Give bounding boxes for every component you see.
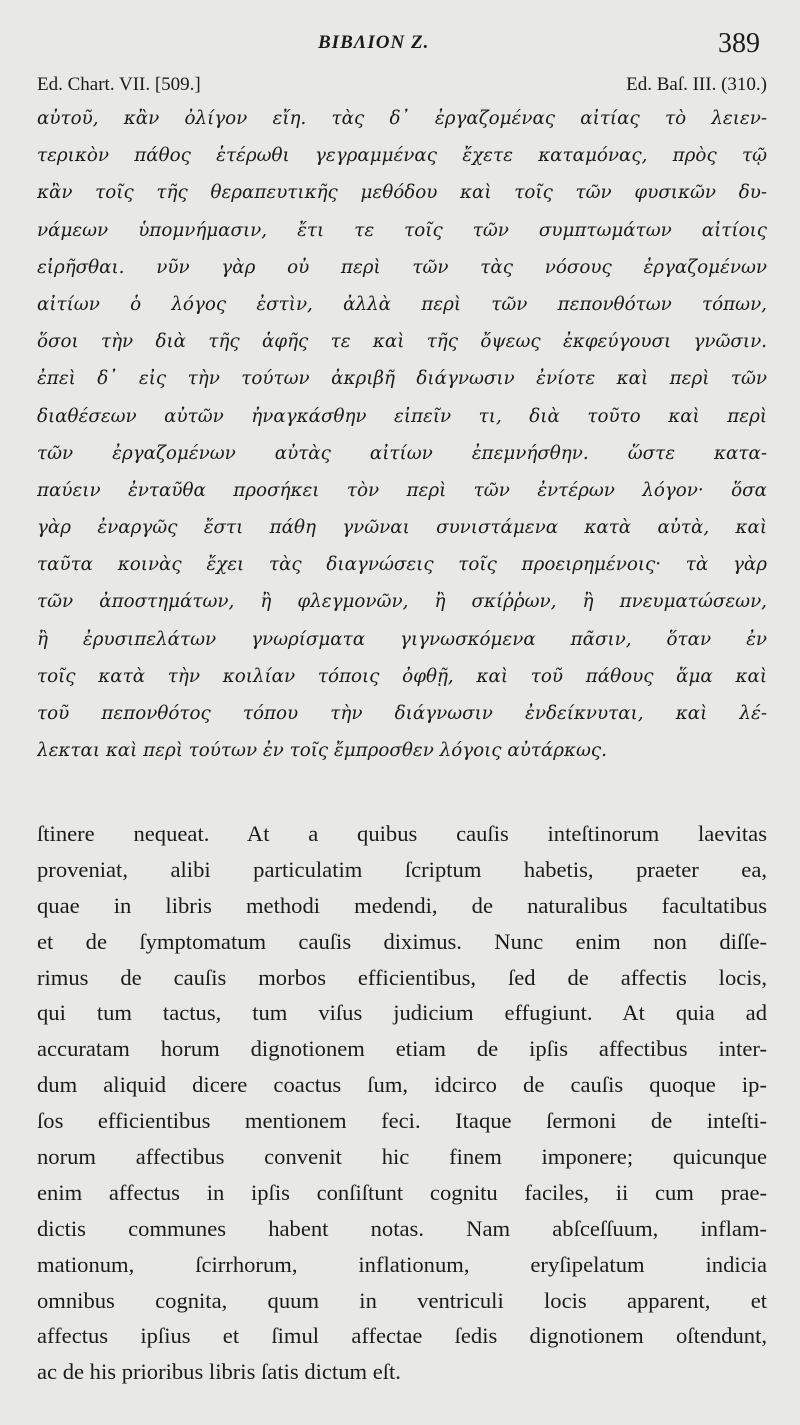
latin-text-line: qui tum tactus, tum viſus judicium effugiunt. At quia ad <box>37 1000 767 1026</box>
greek-text-line: εἰρῆσθαι. νῦν γὰρ οὐ περὶ τῶν τὰς νόσους ἐργαζομένων <box>37 256 767 278</box>
running-head <box>0 30 800 64</box>
greek-text-line: αἰτίων ὁ λόγος ἐστὶν, ἀλλὰ περὶ τῶν πεπονθότων τόπων, <box>37 293 767 315</box>
latin-text-line: mationum, ſcirrhorum, inflationum, eryſipelatum indicia <box>37 1251 767 1277</box>
greek-text-line: λεκται καὶ περὶ τούτων ἐν τοῖς ἔμπροσθεν λόγοις αὐτάρκως. <box>37 740 607 762</box>
greek-text-line: αὐτοῦ, κἂν ὀλίγον εἴη. τὰς δ᾽ ἐργαζομένας αἰτίας τὸ λειεν- <box>37 108 767 129</box>
latin-text-line: enim affectus in ipſis conſiſtunt cognitu faciles, ii cum prae- <box>37 1179 767 1205</box>
greek-text-line: τῶν ἐργαζομένων αὐτὰς αἰτίων ἐπεμνήσθην. ὥστε κατα- <box>37 442 767 464</box>
edition-reference-line <box>37 74 767 100</box>
book-title: BIBΛΙΟΝ Ζ. <box>318 32 430 53</box>
greek-text-line: ἐπεὶ δ᾽ εἰς τὴν τούτων ἀκριβῆ διάγνωσιν ἐνίοτε καὶ περὶ τῶν <box>37 368 767 390</box>
edition-reference-chartier: Ed. Chart. VII. [509.] <box>37 74 201 95</box>
greek-text-line: τῶν ἀποστημάτων, ἢ φλεγμονῶν, ἢ σκίῤῥων, ἢ πνευματώσεων, <box>37 591 767 613</box>
latin-text-block <box>37 816 767 1390</box>
latin-text-line: ſtinere nequeat. At a quibus cauſis inteſtinorum laevitas <box>37 821 767 846</box>
latin-text-line: quae in libris methodi medendi, de naturalibus facultatibus <box>37 892 767 918</box>
latin-text-line: affectus ipſius et ſimul affectae ſedis dignotionem oſtendunt, <box>37 1323 767 1349</box>
greek-text-line: ἢ ἐρυσιπελάτων γνωρίσματα γιγνωσκόμενα πᾶσιν, ὅταν ἐν <box>37 628 767 650</box>
edition-reference-basel: Ed. Baſ. III. (310.) <box>626 74 767 95</box>
greek-text-line: ταῦτα κοινὰς ἔχει τὰς διαγνώσεις τοῖς προειρημένοις· τὰ γὰρ <box>37 554 767 576</box>
latin-text-line: dum aliquid dicere coactus ſum, idcirco de cauſis quoque ip- <box>37 1072 767 1098</box>
greek-text-line: τερικὸν πάθος ἑτέρωθι γεγραμμένας ἔχετε καταμόνας, πρὸς τῷ <box>37 145 767 167</box>
latin-text-line: dictis communes habent notas. Nam abſceſſuum, inflam- <box>37 1215 767 1241</box>
greek-text-line: παύειν ἐνταῦθα προσήκει τὸν περὶ τῶν ἐντέρων λόγον· ὅσα <box>37 479 767 501</box>
latin-text-line: et de ſymptomatum cauſis diximus. Nunc enim non diſſe- <box>37 928 767 954</box>
latin-text-line: omnibus cognita, quum in ventriculi locis apparent, et <box>37 1287 767 1313</box>
greek-text-line: διαθέσεων αὐτῶν ἠναγκάσθην εἰπεῖν τι, διὰ τοῦτο καὶ περὶ <box>37 405 767 427</box>
latin-text-line: proveniat, alibi particulatim ſcriptum habetis, praeter ea, <box>37 856 767 882</box>
greek-text-line: γὰρ ἐναργῶς ἔστι πάθη γνῶναι συνιστάμενα κατὰ αὐτὰ, καὶ <box>37 517 767 539</box>
latin-text-line: accuratam horum dignotionem etiam de ipſis affectibus inter- <box>37 1036 767 1062</box>
greek-text-line: κἂν τοῖς τῆς θεραπευτικῆς μεθόδου καὶ τοῖς τῶν φυσικῶν δυ- <box>37 182 767 204</box>
latin-text-line: ac de his prioribus libris ſatis dictum eſt. <box>37 1359 401 1385</box>
greek-text-line: νάμεων ὑπομνήμασιν, ἔτι τε τοῖς τῶν συμπτωμάτων αἰτίοις <box>37 219 767 241</box>
latin-text-line: norum affectibus convenit hic finem imponere; quicunque <box>37 1144 767 1170</box>
page-number: 389 <box>718 28 760 59</box>
greek-text-line: τοῦ πεπονθότος τόπου τὴν διάγνωσιν ἐνδείκνυται, καὶ λέ- <box>37 703 767 724</box>
latin-text-line: rimus de cauſis morbos efficientibus, ſed de affectis locis, <box>37 964 767 990</box>
latin-text-line: ſos efficientibus mentionem feci. Itaque ſermoni de inteſti- <box>37 1108 767 1134</box>
greek-text-line: ὅσοι τὴν διὰ τῆς ἁφῆς τε καὶ τῆς ὄψεως ἐκφεύγουσι γνῶσιν. <box>37 331 767 353</box>
greek-text-line: τοῖς κατὰ τὴν κοιλίαν τόποις ὀφθῇ, καὶ τοῦ πάθους ἅμα καὶ <box>37 665 767 687</box>
greek-text-block <box>37 100 767 769</box>
